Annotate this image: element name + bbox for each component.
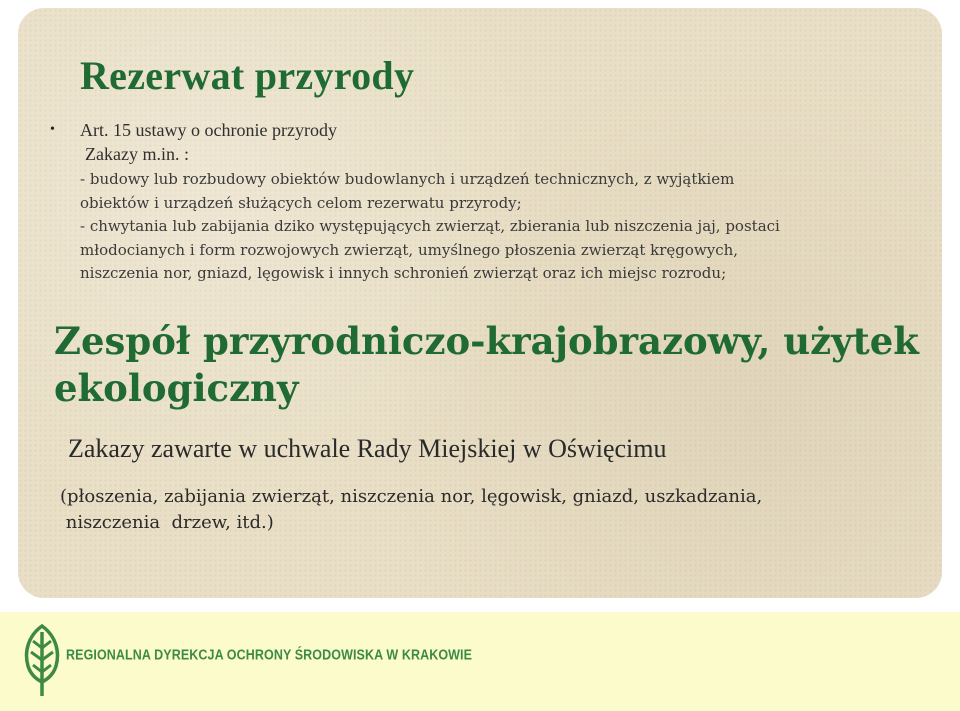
prohibition-line: - chwytania lub zabijania dziko występujących zwierząt, zbierania lub niszczenia jaj, postaci [80, 217, 780, 235]
prohibition-line: obiektów i urządzeń służących celom rezerwatu przyrody; [80, 193, 522, 212]
leaf-logo-icon [22, 622, 62, 700]
section-heading-line: ekologiczny [54, 366, 299, 410]
bullet-icon: • [50, 122, 55, 137]
note-line: (płoszenia, zabijania zwierząt, niszczenia nor, lęgowisk, gniazd, uszkadzania, [60, 486, 763, 507]
prohibitions-list [80, 168, 910, 286]
prohibition-line: - budowy lub rozbudowy obiektów budowlanych i urządzeń technicznych, z wyjątkiem [80, 170, 735, 188]
resolution-subheading: Zakazy zawarte w uchwale Rady Miejskiej w Oświęcimu [68, 434, 667, 463]
note-line: niszczenia drzew, itd.) [60, 512, 274, 533]
prohibition-line: młodocianych i form rozwojowych zwierząt, umyślnego płoszenia zwierząt kręgowych, [80, 240, 739, 259]
section-heading [54, 318, 919, 412]
slide-title: Rezerwat przyrody [80, 53, 415, 98]
article-reference: Art. 15 ustawy o ochronie przyrody [80, 120, 337, 140]
organization-name: REGIONALNA DYREKCJA OCHRONY ŚRODOWISKA W KRAKOWIE [66, 646, 473, 664]
footer-bar [0, 612, 960, 711]
resolution-note [60, 484, 762, 536]
prohibitions-intro: Zakazy m.in. : [85, 144, 189, 164]
section-heading-line: Zespół przyrodniczo-krajobrazowy, użytek [54, 319, 919, 363]
prohibition-line: niszczenia nor, gniazd, lęgowisk i innych schronień zwierząt oraz ich miejsc rozrodu; [80, 264, 727, 282]
